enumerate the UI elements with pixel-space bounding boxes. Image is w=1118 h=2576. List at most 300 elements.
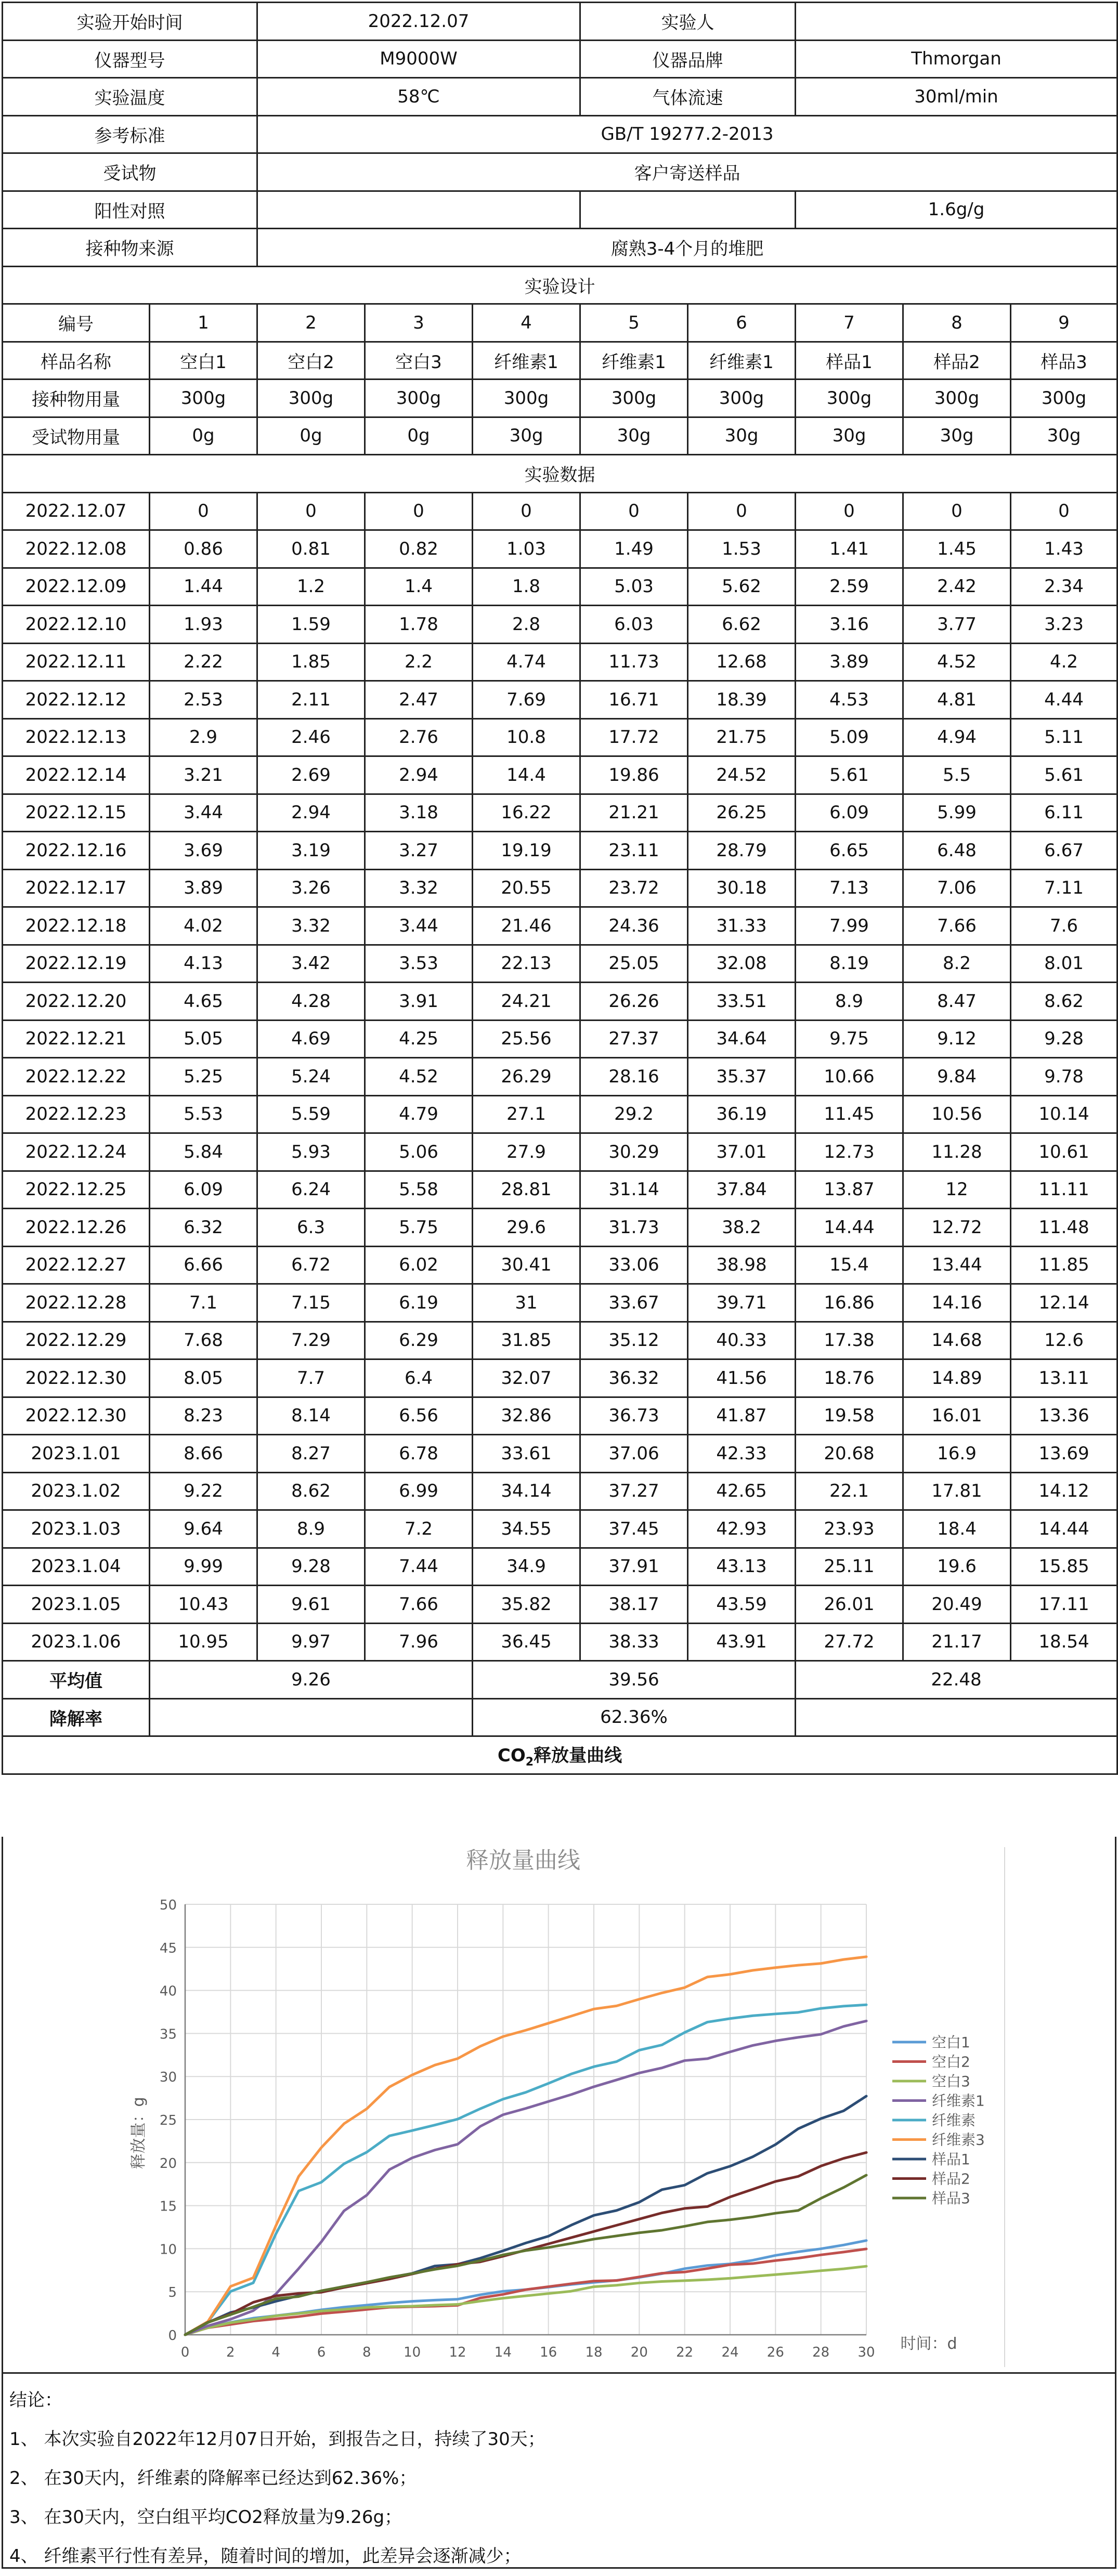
row-value: 5.5 [903, 756, 1011, 794]
table-row [3, 1058, 1117, 1096]
row-value: 6.65 [796, 832, 903, 870]
row-value: 7.13 [796, 869, 903, 907]
row-value: 1.8 [473, 568, 580, 606]
table-row [3, 1246, 1117, 1284]
row-value: 23.72 [580, 869, 688, 907]
row-value: 8.62 [1011, 983, 1117, 1021]
row-value: 38.33 [580, 1623, 688, 1661]
row-date: 2022.12.11 [3, 643, 150, 681]
row-value: 3.16 [796, 606, 903, 644]
x-tick-label: 16 [540, 2345, 557, 2360]
substance-label: 受试物用量 [3, 417, 150, 455]
row-value: 42.33 [688, 1435, 796, 1473]
row-value: 6.72 [257, 1246, 365, 1284]
row-value: 9.75 [796, 1020, 903, 1058]
average-blank: 9.26 [150, 1661, 473, 1699]
row-value: 9.28 [1011, 1020, 1117, 1058]
x-tick-label: 0 [180, 2345, 190, 2360]
row-value: 42.65 [688, 1472, 796, 1510]
row-value: 27.9 [473, 1133, 580, 1171]
row-value: 21.46 [473, 907, 580, 945]
table-row [3, 1623, 1117, 1661]
row-value: 33.67 [580, 1284, 688, 1322]
table-row [3, 1209, 1117, 1247]
row-value: 19.6 [903, 1548, 1011, 1586]
y-tick-label: 10 [159, 2242, 177, 2258]
row-value: 26.26 [580, 983, 688, 1021]
row-value: 13.69 [1011, 1435, 1117, 1473]
row-date: 2022.12.12 [3, 681, 150, 719]
row-value: 1.78 [365, 606, 473, 644]
legend-label-5: 纤维素 [932, 2112, 976, 2129]
row-value: 29.2 [580, 1095, 688, 1133]
substance-amount-6: 30g [688, 417, 796, 455]
row-value: 0 [257, 492, 365, 530]
row-value: 14.44 [1011, 1510, 1117, 1548]
inoculum-amount-1: 300g [150, 380, 257, 417]
y-tick-label: 35 [159, 2026, 177, 2043]
row-value: 8.19 [796, 945, 903, 983]
experimenter-value [796, 3, 1117, 41]
row-value: 4.81 [903, 681, 1011, 719]
row-value: 38.2 [688, 1209, 796, 1247]
row-value: 2.34 [1011, 568, 1117, 606]
row-value: 1.45 [903, 530, 1011, 568]
table-row [3, 1095, 1117, 1133]
row-value: 32.07 [473, 1359, 580, 1397]
series-line-1 [185, 2241, 866, 2335]
conclusion-section [2, 2372, 1116, 2569]
sample-name-9: 样品3 [1011, 342, 1117, 380]
legend-label-7: 样品1 [932, 2151, 970, 2168]
row-value: 30.18 [688, 869, 796, 907]
row-value: 0 [796, 492, 903, 530]
row-value: 1.41 [796, 530, 903, 568]
table-row [3, 1322, 1117, 1359]
row-value: 9.28 [257, 1548, 365, 1586]
row-date: 2022.12.28 [3, 1284, 150, 1322]
row-value: 14.68 [903, 1322, 1011, 1359]
row-value: 12.14 [1011, 1284, 1117, 1322]
row-value: 8.47 [903, 983, 1011, 1021]
row-value: 6.09 [150, 1171, 257, 1209]
sample-id-5: 5 [580, 304, 688, 342]
chart-section-title [3, 1736, 1117, 1774]
row-value: 5.03 [580, 568, 688, 606]
row-date: 2023.1.03 [3, 1510, 150, 1548]
series-line-5 [185, 2005, 866, 2335]
row-value: 42.93 [688, 1510, 796, 1548]
average-label: 平均值 [3, 1661, 150, 1699]
row-value: 5.11 [1011, 718, 1117, 756]
row-value: 2.11 [257, 681, 365, 719]
row-value: 3.42 [257, 945, 365, 983]
row-value: 8.05 [150, 1359, 257, 1397]
name-label: 样品名称 [3, 342, 150, 380]
row-value: 38.98 [688, 1246, 796, 1284]
chart-section-title-prefix: CO [497, 1745, 526, 1767]
y-tick-label: 5 [168, 2285, 177, 2301]
row-value: 1.85 [257, 643, 365, 681]
row-value: 37.27 [580, 1472, 688, 1510]
row-value: 0 [903, 492, 1011, 530]
row-value: 20.49 [903, 1586, 1011, 1624]
row-value: 7.96 [365, 1623, 473, 1661]
y-tick-label: 25 [159, 2113, 177, 2128]
chart-legend [892, 2034, 985, 2207]
y-axis-label: 释放量：g [129, 2097, 148, 2169]
series-line-6 [185, 1957, 866, 2335]
row-value: 12.73 [796, 1133, 903, 1171]
row-value: 3.77 [903, 606, 1011, 644]
y-tick-label: 0 [168, 2328, 177, 2344]
row-value: 7.6 [1011, 907, 1117, 945]
row-date: 2022.12.09 [3, 568, 150, 606]
row-value: 5.53 [150, 1095, 257, 1133]
row-value: 5.25 [150, 1058, 257, 1096]
row-value: 11.45 [796, 1095, 903, 1133]
row-value: 20.55 [473, 869, 580, 907]
row-value: 3.44 [365, 907, 473, 945]
row-date: 2022.12.26 [3, 1209, 150, 1247]
row-value: 1.2 [257, 568, 365, 606]
row-value: 6.11 [1011, 794, 1117, 832]
table-row [3, 568, 1117, 606]
sample-name-3: 空白3 [365, 342, 473, 380]
row-value: 16.71 [580, 681, 688, 719]
row-value: 19.19 [473, 832, 580, 870]
row-date: 2022.12.15 [3, 794, 150, 832]
start-time-value: 2022.12.07 [257, 3, 580, 41]
row-value: 7.69 [473, 681, 580, 719]
substance-amount-1: 0g [150, 417, 257, 455]
row-value: 9.78 [1011, 1058, 1117, 1096]
row-value: 8.01 [1011, 945, 1117, 983]
row-value: 4.69 [257, 1020, 365, 1058]
degradation-empty-2 [796, 1698, 1117, 1736]
row-value: 8.62 [257, 1472, 365, 1510]
row-value: 6.29 [365, 1322, 473, 1359]
chart-lines [185, 1957, 866, 2335]
row-value: 11.85 [1011, 1246, 1117, 1284]
x-tick-label: 26 [766, 2345, 784, 2360]
row-value: 15.85 [1011, 1548, 1117, 1586]
row-value: 37.06 [580, 1435, 688, 1473]
legend-label-6: 纤维素3 [932, 2131, 985, 2149]
row-value: 37.84 [688, 1171, 796, 1209]
row-value: 2.76 [365, 718, 473, 756]
row-value: 6.67 [1011, 832, 1117, 870]
row-value: 0 [150, 492, 257, 530]
row-value: 40.33 [688, 1322, 796, 1359]
table-row [3, 718, 1117, 756]
substance-amount-9: 30g [1011, 417, 1117, 455]
instrument-model-value: M9000W [257, 40, 580, 78]
row-value: 35.12 [580, 1322, 688, 1359]
row-value: 14.44 [796, 1209, 903, 1247]
row-value: 5.06 [365, 1133, 473, 1171]
row-date: 2022.12.30 [3, 1359, 150, 1397]
row-value: 35.37 [688, 1058, 796, 1096]
row-date: 2022.12.08 [3, 530, 150, 568]
row-value: 4.13 [150, 945, 257, 983]
row-value: 0 [473, 492, 580, 530]
row-value: 3.19 [257, 832, 365, 870]
row-value: 11.28 [903, 1133, 1011, 1171]
row-value: 1.93 [150, 606, 257, 644]
row-value: 3.26 [257, 869, 365, 907]
row-value: 3.32 [365, 869, 473, 907]
row-value: 5.99 [903, 794, 1011, 832]
row-value: 6.02 [365, 1246, 473, 1284]
row-value: 1.53 [688, 530, 796, 568]
row-value: 6.3 [257, 1209, 365, 1247]
row-value: 6.24 [257, 1171, 365, 1209]
row-value: 36.19 [688, 1095, 796, 1133]
row-value: 5.84 [150, 1133, 257, 1171]
row-value: 18.76 [796, 1359, 903, 1397]
row-value: 1.59 [257, 606, 365, 644]
row-value: 14.16 [903, 1284, 1011, 1322]
report-table [2, 2, 1118, 1775]
row-value: 14.12 [1011, 1472, 1117, 1510]
chart-section-title-sub: 2 [525, 1756, 534, 1769]
row-value: 9.12 [903, 1020, 1011, 1058]
y-tick-label: 20 [159, 2155, 177, 2172]
row-value: 13.36 [1011, 1397, 1117, 1435]
row-value: 6.78 [365, 1435, 473, 1473]
row-value: 5.05 [150, 1020, 257, 1058]
row-value: 3.91 [365, 983, 473, 1021]
series-line-4 [185, 2021, 866, 2335]
row-value: 36.73 [580, 1397, 688, 1435]
table-row [3, 945, 1117, 983]
row-value: 10.8 [473, 718, 580, 756]
row-value: 13.87 [796, 1171, 903, 1209]
row-value: 4.52 [365, 1058, 473, 1096]
row-date: 2023.1.05 [3, 1586, 150, 1624]
inoculum-amount-9: 300g [1011, 380, 1117, 417]
sample-name-6: 纤维素1 [688, 342, 796, 380]
x-tick-label: 6 [317, 2345, 326, 2360]
sample-id-9: 9 [1011, 304, 1117, 342]
row-date: 2022.12.25 [3, 1171, 150, 1209]
row-value: 5.75 [365, 1209, 473, 1247]
degradation-value: 62.36% [473, 1698, 796, 1736]
row-value: 2.2 [365, 643, 473, 681]
row-value: 6.03 [580, 606, 688, 644]
row-value: 9.84 [903, 1058, 1011, 1096]
row-value: 0.82 [365, 530, 473, 568]
row-date: 2023.1.02 [3, 1472, 150, 1510]
row-value: 9.64 [150, 1510, 257, 1548]
row-value: 29.6 [473, 1209, 580, 1247]
row-value: 0.81 [257, 530, 365, 568]
temperature-label: 实验温度 [3, 78, 257, 116]
row-value: 3.21 [150, 756, 257, 794]
chart-container [2, 1837, 1116, 2372]
legend-label-3: 空白3 [932, 2073, 970, 2090]
inoculum-source-value: 腐熟3-4个月的堆肥 [257, 229, 1117, 267]
substance-amount-7: 30g [796, 417, 903, 455]
x-tick-label: 14 [494, 2345, 512, 2360]
row-value: 33.61 [473, 1435, 580, 1473]
gas-flow-value: 30ml/min [796, 78, 1117, 116]
inoculum-amount-3: 300g [365, 380, 473, 417]
row-value: 28.16 [580, 1058, 688, 1096]
sample-id-2: 2 [257, 304, 365, 342]
row-value: 34.55 [473, 1510, 580, 1548]
row-value: 3.18 [365, 794, 473, 832]
row-value: 5.24 [257, 1058, 365, 1096]
row-value: 25.05 [580, 945, 688, 983]
gas-flow-label: 气体流速 [580, 78, 796, 116]
x-tick-label: 18 [585, 2345, 603, 2360]
row-date: 2022.12.13 [3, 718, 150, 756]
row-value: 7.7 [257, 1359, 365, 1397]
instrument-model-label: 仪器型号 [3, 40, 257, 78]
row-value: 9.22 [150, 1472, 257, 1510]
table-row [3, 1548, 1117, 1586]
table-row [3, 643, 1117, 681]
x-tick-label: 8 [362, 2345, 371, 2360]
x-tick-label: 10 [404, 2345, 421, 2360]
row-value: 22.1 [796, 1472, 903, 1510]
row-value: 11.73 [580, 643, 688, 681]
inoculum-amount-6: 300g [688, 380, 796, 417]
inoculum-source-label: 接种物来源 [3, 229, 257, 267]
sample-name-2: 空白2 [257, 342, 365, 380]
row-value: 10.56 [903, 1095, 1011, 1133]
table-row [3, 907, 1117, 945]
positive-control-empty-2 [580, 191, 796, 229]
row-value: 14.89 [903, 1359, 1011, 1397]
row-value: 6.66 [150, 1246, 257, 1284]
inoculum-amount-4: 300g [473, 380, 580, 417]
row-value: 24.36 [580, 907, 688, 945]
row-value: 8.2 [903, 945, 1011, 983]
row-date: 2022.12.24 [3, 1133, 150, 1171]
row-value: 2.46 [257, 718, 365, 756]
table-row [3, 1510, 1117, 1548]
row-value: 37.45 [580, 1510, 688, 1548]
row-value: 19.86 [580, 756, 688, 794]
row-value: 16.86 [796, 1284, 903, 1322]
degradation-empty-1 [150, 1698, 473, 1736]
table-row [3, 492, 1117, 530]
row-date: 2022.12.18 [3, 907, 150, 945]
row-value: 10.61 [1011, 1133, 1117, 1171]
row-value: 4.74 [473, 643, 580, 681]
x-tick-label: 28 [812, 2345, 830, 2360]
design-section-title: 实验设计 [3, 266, 1117, 304]
row-value: 9.61 [257, 1586, 365, 1624]
substance-amount-5: 30g [580, 417, 688, 455]
positive-control-empty-1 [257, 191, 580, 229]
row-value: 7.66 [903, 907, 1011, 945]
row-value: 2.9 [150, 718, 257, 756]
row-value: 6.62 [688, 606, 796, 644]
row-value: 43.59 [688, 1586, 796, 1624]
row-date: 2022.12.07 [3, 492, 150, 530]
row-value: 31.85 [473, 1322, 580, 1359]
row-value: 18.39 [688, 681, 796, 719]
average-cellulose: 39.56 [473, 1661, 796, 1699]
row-value: 26.01 [796, 1586, 903, 1624]
row-value: 16.01 [903, 1397, 1011, 1435]
row-value: 8.27 [257, 1435, 365, 1473]
row-value: 31.14 [580, 1171, 688, 1209]
row-value: 26.25 [688, 794, 796, 832]
y-tick-label: 30 [159, 2070, 177, 2086]
row-value: 8.23 [150, 1397, 257, 1435]
row-value: 9.97 [257, 1623, 365, 1661]
row-value: 7.66 [365, 1586, 473, 1624]
legend-label-1: 空白1 [932, 2034, 970, 2051]
table-row [3, 1472, 1117, 1510]
row-value: 10.14 [1011, 1095, 1117, 1133]
table-row [3, 1435, 1117, 1473]
inoculum-amount-5: 300g [580, 380, 688, 417]
row-value: 2.22 [150, 643, 257, 681]
y-tick-label: 50 [159, 1898, 177, 1913]
row-value: 19.58 [796, 1397, 903, 1435]
row-value: 31 [473, 1284, 580, 1322]
row-value: 6.09 [796, 794, 903, 832]
sample-id-3: 3 [365, 304, 473, 342]
table-row [3, 1133, 1117, 1171]
row-value: 33.06 [580, 1246, 688, 1284]
row-value: 8.66 [150, 1435, 257, 1473]
row-value: 5.59 [257, 1095, 365, 1133]
row-value: 4.2 [1011, 643, 1117, 681]
x-tick-label: 12 [449, 2345, 466, 2360]
inoculum-amount-8: 300g [903, 380, 1011, 417]
row-value: 17.11 [1011, 1586, 1117, 1624]
row-value: 1.4 [365, 568, 473, 606]
row-value: 1.44 [150, 568, 257, 606]
row-value: 8.9 [257, 1510, 365, 1548]
table-row [3, 794, 1117, 832]
row-value: 24.21 [473, 983, 580, 1021]
substance-amount-8: 30g [903, 417, 1011, 455]
series-line-3 [185, 2266, 866, 2335]
inoculum-amount-7: 300g [796, 380, 903, 417]
x-tick-label: 2 [226, 2345, 235, 2360]
x-tick-label: 22 [676, 2345, 694, 2360]
table-row [3, 869, 1117, 907]
table-row [3, 1586, 1117, 1624]
row-value: 17.38 [796, 1322, 903, 1359]
row-value: 3.89 [150, 869, 257, 907]
row-value: 21.17 [903, 1623, 1011, 1661]
positive-control-value: 1.6g/g [796, 191, 1117, 229]
x-tick-label: 4 [271, 2345, 280, 2360]
row-value: 30.41 [473, 1246, 580, 1284]
sample-id-6: 6 [688, 304, 796, 342]
row-value: 15.4 [796, 1246, 903, 1284]
table-row [3, 606, 1117, 644]
table-row [3, 983, 1117, 1021]
row-value: 28.79 [688, 832, 796, 870]
row-date: 2022.12.30 [3, 1397, 150, 1435]
chart-section-title-suffix: 释放量曲线 [534, 1745, 622, 1767]
row-value: 0 [688, 492, 796, 530]
row-value: 12.6 [1011, 1322, 1117, 1359]
row-value: 7.99 [796, 907, 903, 945]
row-value: 25.56 [473, 1020, 580, 1058]
row-value: 21.21 [580, 794, 688, 832]
